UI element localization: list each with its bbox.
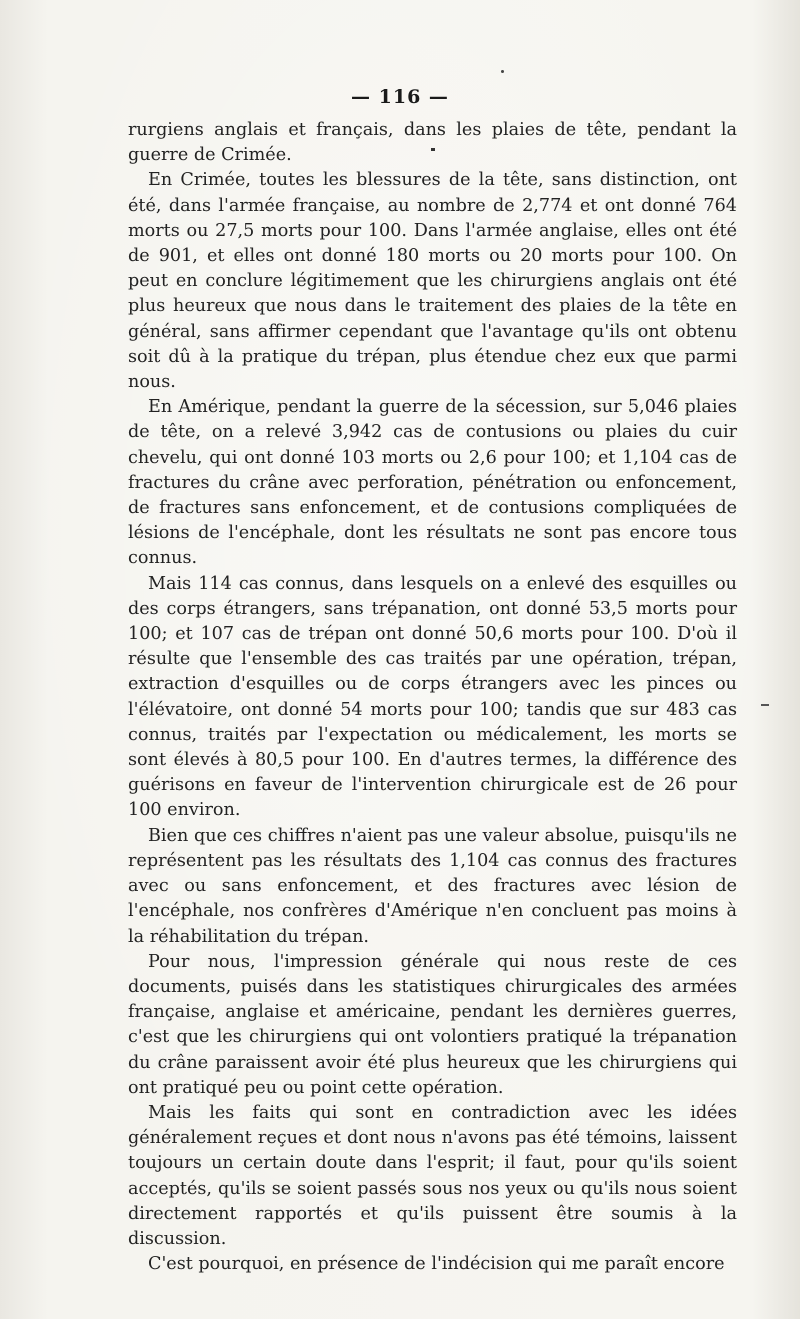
paragraph: Bien que ces chiffres n'aient pas une valeur absolue, puisqu'ils ne représentent pas les résultats des 1,104 cas connus des fractures avec ou sans enfoncement, et des fractures avec lésion de l'encéphale, nos confrères d'Amérique n'en concluent pas moins à la réhabilitation du trépan. [128,825,737,947]
page-number: — 116 — [351,86,449,108]
paragraph: Pour nous, l'impression générale qui nous reste de ces documents, puisés dans les statistiques chirurgicales des armées française, anglaise et américaine, pendant les dernières guerres, c'est que les chirurgiens qui ont volontiers pratiqué la trépanation du crâne paraissent avoir été plus heureux que les chirurgiens qui ont pratiqué peu ou point cette opération. [128,951,737,1098]
body-text [128,118,737,1277]
paragraph: Mais les faits qui sont en contradiction avec les idées généralement reçues et dont nous n'avons pas été témoins, laissent toujours un certain doute dans l'esprit; il faut, pour qu'ils soient acceptés, qu'ils se soient passés sous nos yeux ou qu'ils nous soient directement rapportés et qu'ils puissent être soumis à la discussion. [128,1102,737,1249]
paragraph: Mais 114 cas connus, dans lesquels on a enlevé des esquilles ou des corps étrangers, sans trépanation, ont donné 53,5 morts pour 100; et 107 cas de trépan ont donné 50,6 morts pour 100. D'où il résulte que l'ensemble des cas traités par une opération, trépan, extraction d'esquilles ou de corps étrangers avec les pinces ou l'élévatoire, ont donné 54 morts pour 100; tandis que sur 483 cas connus, traités par l'expectation ou médicalement, les morts se sont élevés à 80,5 pour 100. En d'autres termes, la différence des guérisons en faveur de l'intervention chirurgicale est de 26 pour 100 environ. [128,573,737,821]
paragraph: rurgiens anglais et français, dans les plaies de tête, pendant la guerre de Crimée. [128,120,737,166]
paragraph: En Amérique, pendant la guerre de la sécession, sur 5,046 plaies de tête, on a relevé 3,942 cas de contusions ou plaies du cuir chevelu, qui ont donné 103 morts ou 2,6 pour 100; et 1,104 cas de fractures du crâne avec perforation, pénétration ou enfoncement, de fractures sans enfoncement, et de contusions compliquées de lésions de l'encéphale, dont les résultats ne sont pas encore tous connus. [128,397,737,569]
paragraph: En Crimée, toutes les blessures de la tête, sans distinction, ont été, dans l'armée française, au nombre de 2,774 et ont donné 764 morts ou 27,5 morts pour 100. Dans l'armée anglaise, elles ont été de 901, et elles ont donné 180 morts ou 20 morts pour 100. On peut en conclure légitimement que les chirurgiens anglais ont été plus heureux que nous dans le traitement des plaies de la tête en général, sans affirmer cependant que l'avantage qu'ils ont obtenu soit dû à la pratique du trépan, plus étendue chez eux que parmi nous. [128,170,737,393]
paragraph: C'est pourquoi, en présence de l'indécision qui me paraît encore [148,1254,725,1275]
ink-speck [501,70,504,73]
margin-mark [761,704,769,706]
